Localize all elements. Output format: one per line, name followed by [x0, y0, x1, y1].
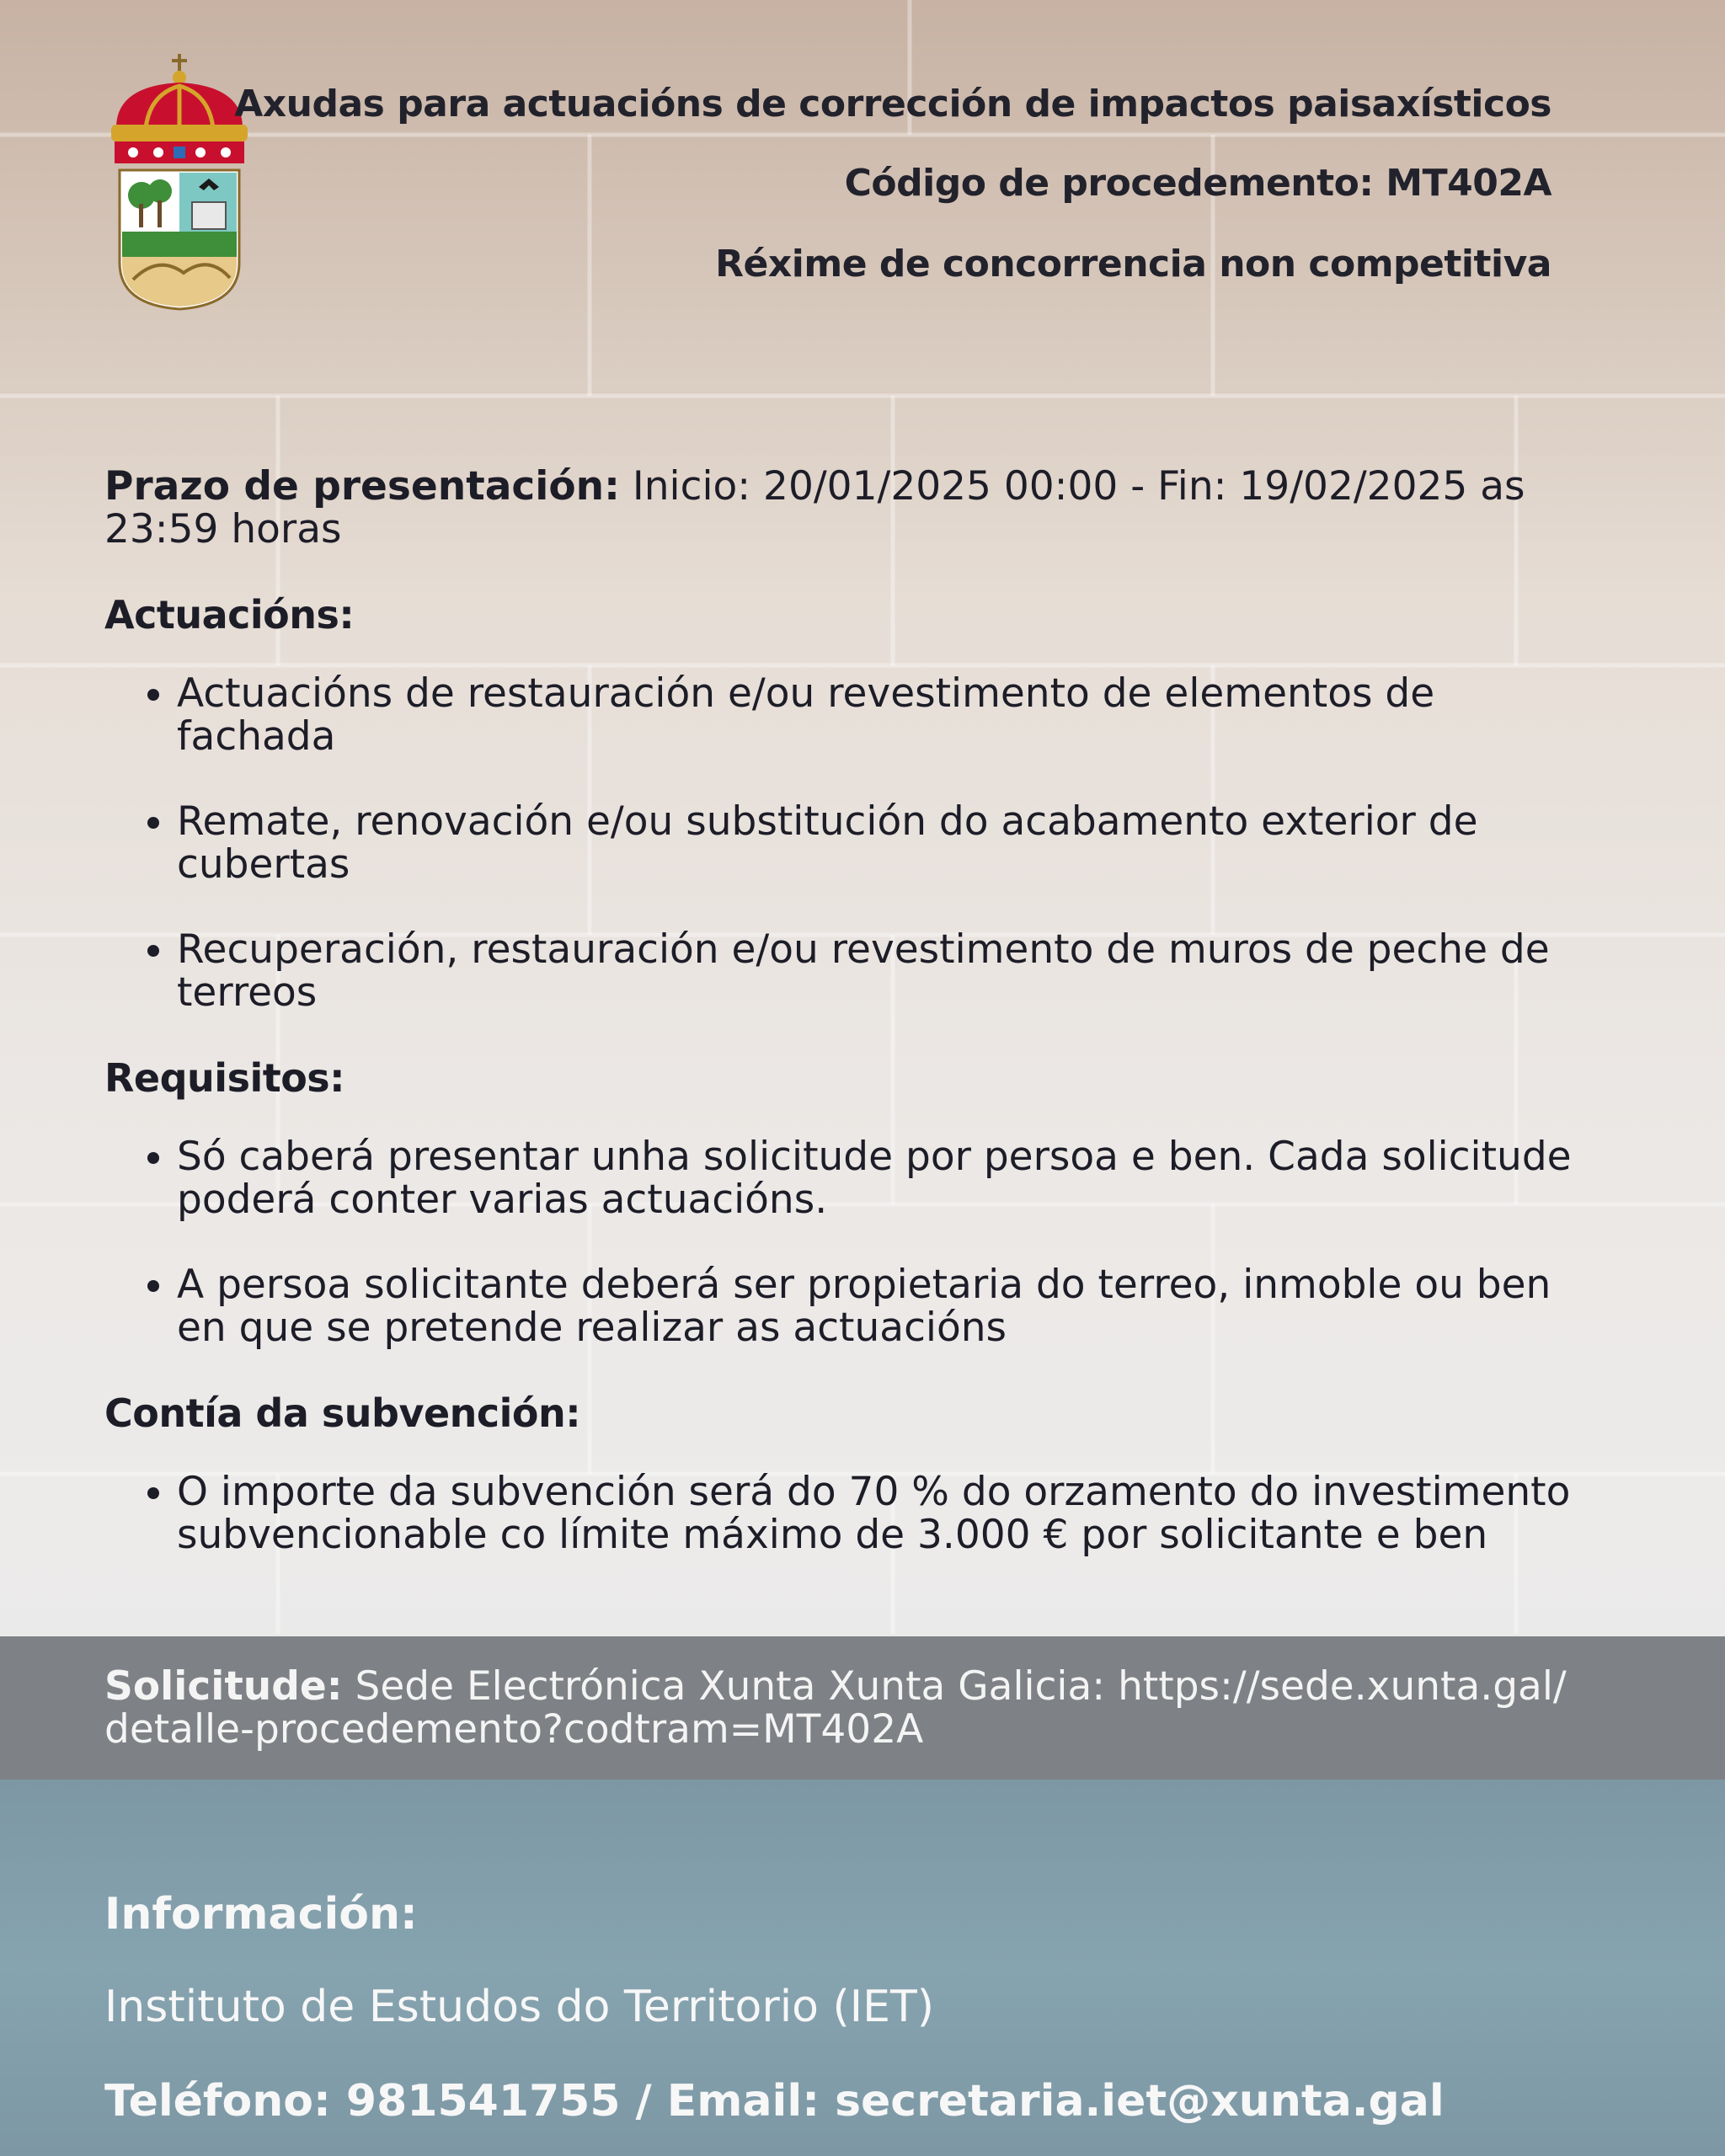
regime-text: Réxime de concorrencia non competitiva — [715, 243, 1551, 286]
requisitos-list — [104, 1135, 1587, 1349]
solicitude-text — [104, 1665, 1621, 1751]
contia-list — [104, 1470, 1587, 1556]
document-title: Axudas para actuacións de corrección de impactos paisaxísticos — [234, 83, 1551, 125]
solicitude-link[interactable]: Sede Electrónica Xunta Xunta Galicia: https://sede.xunta.gal/ detalle-procedemento?codtram=MT402A — [104, 1663, 1567, 1753]
list-item: • A persoa solicitante deberá ser propietaria do terreo, inmoble ou ben en que se pretende realizar as actuacións — [177, 1263, 1587, 1349]
institution-name: Instituto de Estudos do Territorio (IET) — [104, 1982, 935, 2032]
list-item: • Remate, renovación e/ou substitución do acabamento exterior de cubertas — [177, 800, 1587, 886]
info-band — [0, 1780, 1725, 2156]
actuacions-heading: Actuacións: — [104, 592, 355, 638]
actuacions-list — [104, 672, 1587, 1014]
contact-line: Teléfono: 981541755 / Email: secretaria.iet@xunta.gal — [104, 2076, 1445, 2127]
deadline-paragraph — [104, 465, 1587, 551]
solicitude-label: Solicitude: — [104, 1663, 343, 1710]
list-item: • Recuperación, restauración e/ou revestimento de muros de peche de terreos — [177, 928, 1587, 1014]
deadline-label: Prazo de presentación: — [104, 463, 620, 510]
info-heading: Información: — [104, 1889, 418, 1940]
procedure-code: Código de procedemento: MT402A — [844, 162, 1551, 205]
main-content — [104, 465, 1587, 1597]
solicitude-band — [0, 1636, 1725, 1780]
list-item: • Actuacións de restauración e/ou revestimento de elementos de fachada — [177, 672, 1587, 758]
contia-heading: Contía da subvención: — [104, 1390, 581, 1436]
list-item: • O importe da subvención será do 70 % do orzamento do investimento subvencionable co límite máximo de 3.000 € por solicitante e ben — [177, 1470, 1587, 1556]
list-item: • Só caberá presentar unha solicitude por persoa e ben. Cada solicitude poderá conter varias actuacións. — [177, 1135, 1587, 1221]
deadline-value: Inicio: 20/01/2025 00:00 - Fin: 19/02/2025 as 23:59 horas — [104, 463, 1525, 552]
requisitos-heading: Requisitos: — [104, 1055, 345, 1101]
